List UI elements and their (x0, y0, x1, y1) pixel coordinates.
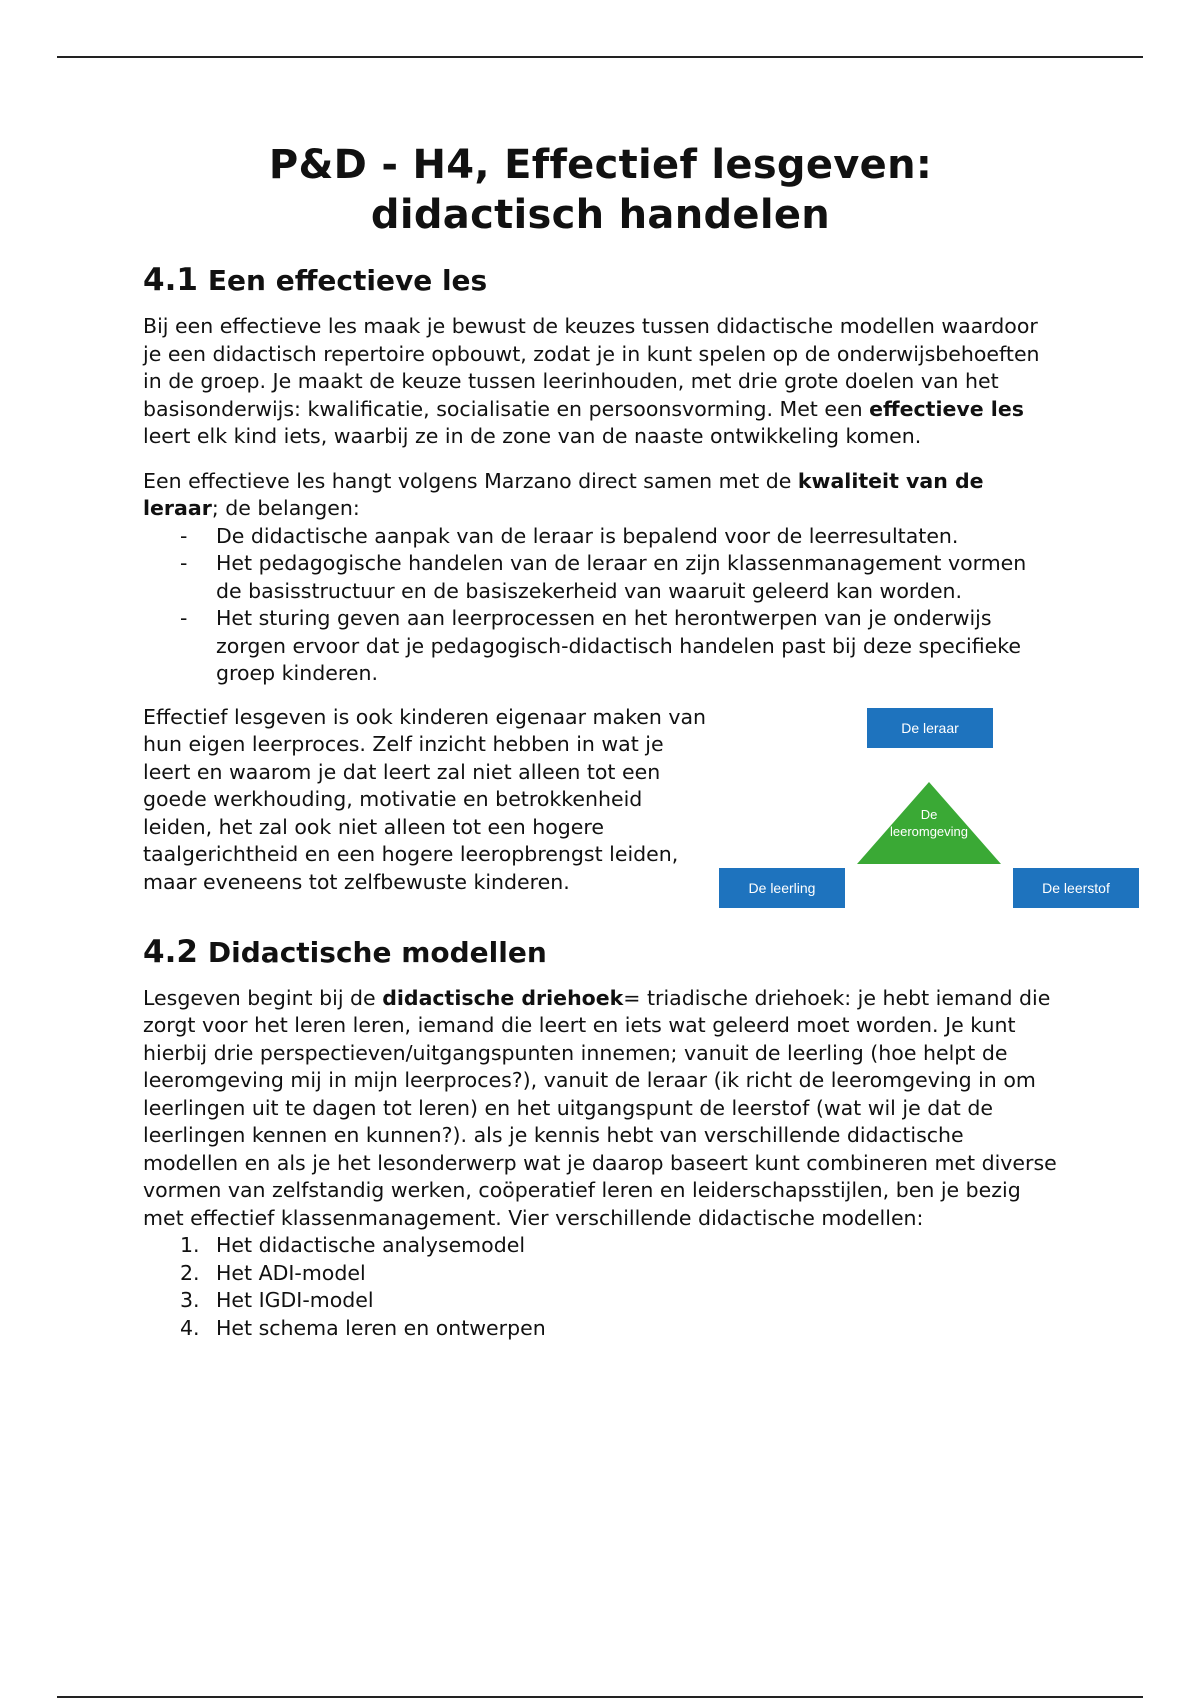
list-number: 4. (180, 1315, 200, 1340)
models-list (143, 1232, 1058, 1342)
section-title: Een effectieve les (207, 264, 488, 297)
list-item (143, 1315, 1058, 1343)
list-item (143, 550, 1058, 605)
paragraph-effectieve-les (143, 313, 1058, 451)
box-label: De leraar (901, 719, 959, 736)
bold-term: effectieve les (869, 396, 1024, 421)
paragraph-eigenaarschap: Effectief lesgeven is ook kinderen eigenaar maken van hun eigen leerproces. Zelf inzicht hebben in wat je leert en waarom je dat leert zal niet alleen tot een goede werkhouding, motivatie en betrokkenheid leiden, het zal ook niet alleen tot een hogere taalgerichtheid en een hogere leeropbrengst leiden, maar eveneens tot zelfbewuste kinderen. (143, 704, 707, 894)
belangen-list (143, 523, 1058, 688)
bullet-marker: - (180, 606, 188, 630)
list-item-text: Het IGDI-model (216, 1288, 374, 1312)
paragraph-didactische-driehoek (143, 985, 1058, 1233)
triangle-label (879, 806, 979, 840)
section-number: 4.2 (143, 933, 198, 970)
list-item-text: Het didactische analysemodel (216, 1233, 526, 1257)
title-line2: didactisch handelen (370, 192, 831, 238)
list-number: 2. (180, 1260, 200, 1285)
box-leerstof (1013, 868, 1139, 908)
box-leraar (867, 708, 993, 748)
box-leerling (719, 868, 845, 908)
text-run: ; de belangen: (211, 496, 360, 520)
list-item (143, 605, 1058, 688)
text-run: Lesgeven begint bij de (143, 985, 383, 1010)
list-item-text: Het pedagogische handelen van de leraar en zijn klassenmanagement vormen de basisstructuur en de basiszekerheid van waaruit geleerd kan worden. (216, 551, 1027, 603)
box-label: De leerstof (1042, 879, 1110, 896)
section-heading-4-1 (143, 262, 1058, 299)
triangle-label-line2: leeromgeving (889, 823, 969, 839)
bold-term: didactische driehoek (382, 985, 624, 1010)
list-item (143, 1260, 1058, 1288)
list-item-text: Het ADI-model (216, 1260, 366, 1285)
list-number: 3. (180, 1288, 200, 1312)
list-item-text: De didactische aanpak van de leraar is bepalend voor de leerresultaten. (216, 523, 959, 548)
text-run: Een effectieve les hangt volgens Marzano direct samen met de (143, 468, 798, 493)
list-item (143, 1232, 1058, 1260)
didactic-triangle-diagram (719, 704, 1139, 914)
text-run: Bij een effectieve les maak je bewust de keuzes tussen didactische modellen waardoor je een didactisch repertoire opbouwt, zodat je in kunt spelen op de onderwijsbehoeften in de groep. Je maakt de keuze tussen leerinhouden, met drie grote doelen van het basisonderwijs: kwalificatie, socialisatie en persoonsvorming. Met een (143, 314, 1040, 421)
text-run: = triadische driehoek: je hebt iemand die zorgt voor het leren leren, iemand die leert en iets wat geleerd moet worden. Je kunt hierbij drie perspectieven/uitgangspunten innemen; vanuit de leerling (hoe helpt de leeromgeving mij in mijn leerproces?), vanuit de leraar (ik richt de leeromgeving in om leerlingen uit te dagen tot leren) en het uitgangspunt de leerstof (wat wil je dat de leerlingen kennen en kunnen?). als je kennis hebt van verschillende didactische modellen en als je het lesonderwerp wat je daarop baseert kunt combineren met diverse vormen van zelfstandig werken, coöperatief leren en leiderschapsstijlen, ben je bezig met effectief klassenmanagement. Vier verschillende didactische modellen: (143, 985, 1057, 1230)
list-item-text: Het schema leren en ontwerpen (216, 1315, 546, 1340)
title-line1-rest: Effectief lesgeven: (504, 142, 933, 188)
text-with-diagram (143, 704, 1110, 924)
text-run: leert elk kind iets, waarbij ze in de zone van de naaste ontwikkeling komen. (143, 424, 922, 448)
box-label: De leerling (748, 879, 816, 896)
bullet-marker: - (180, 523, 188, 548)
bold-term: kwaliteit van de leraar (143, 468, 984, 520)
document-body (143, 140, 1110, 1342)
bottom-rule (57, 1696, 1143, 1698)
title-prefix: P&D - H4, (268, 142, 490, 188)
list-item (143, 1287, 1058, 1315)
page-title (143, 140, 1058, 240)
top-rule (57, 56, 1143, 58)
section-heading-4-2 (143, 934, 1058, 971)
paragraph-marzano (143, 468, 1058, 523)
list-item-text: Het sturing geven aan leerprocessen en het herontwerpen van je onderwijs zorgen ervoor dat je pedagogisch-didactisch handelen past bij deze specifieke groep kinderen. (216, 606, 1021, 685)
list-item (143, 523, 1058, 551)
triangle-label-line1: De (920, 806, 938, 822)
bullet-marker: - (180, 551, 188, 575)
list-number: 1. (180, 1233, 200, 1257)
section-number: 4.1 (143, 262, 198, 298)
section-title: Didactische modellen (207, 935, 547, 969)
